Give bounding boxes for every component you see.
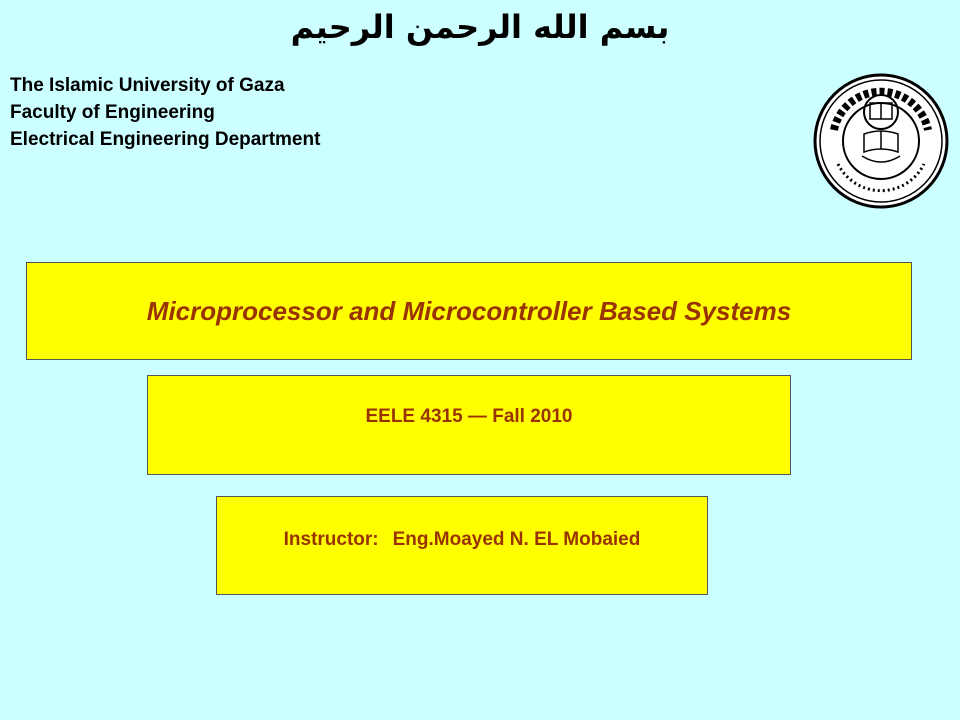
university-name: The Islamic University of Gaza xyxy=(10,75,285,96)
department-name: Electrical Engineering Department xyxy=(10,129,321,150)
faculty-name: Faculty of Engineering xyxy=(10,102,215,123)
instructor-name: Eng.Moayed N. EL Mobaied xyxy=(392,529,641,550)
instructor-box xyxy=(216,496,708,595)
instructor-label: Instructor: xyxy=(283,529,379,550)
course-title-box xyxy=(26,262,912,360)
basmala-heading: بسم الله الرحمن الرحيم xyxy=(290,8,670,46)
course-code-term: EELE 4315 — Fall 2010 xyxy=(365,406,573,427)
course-code-box xyxy=(147,375,791,475)
course-title: Microprocessor and Microcontroller Based Systems xyxy=(146,295,792,326)
university-seal-icon xyxy=(812,72,950,210)
institution-block xyxy=(10,72,320,153)
instructor-row xyxy=(217,529,707,551)
